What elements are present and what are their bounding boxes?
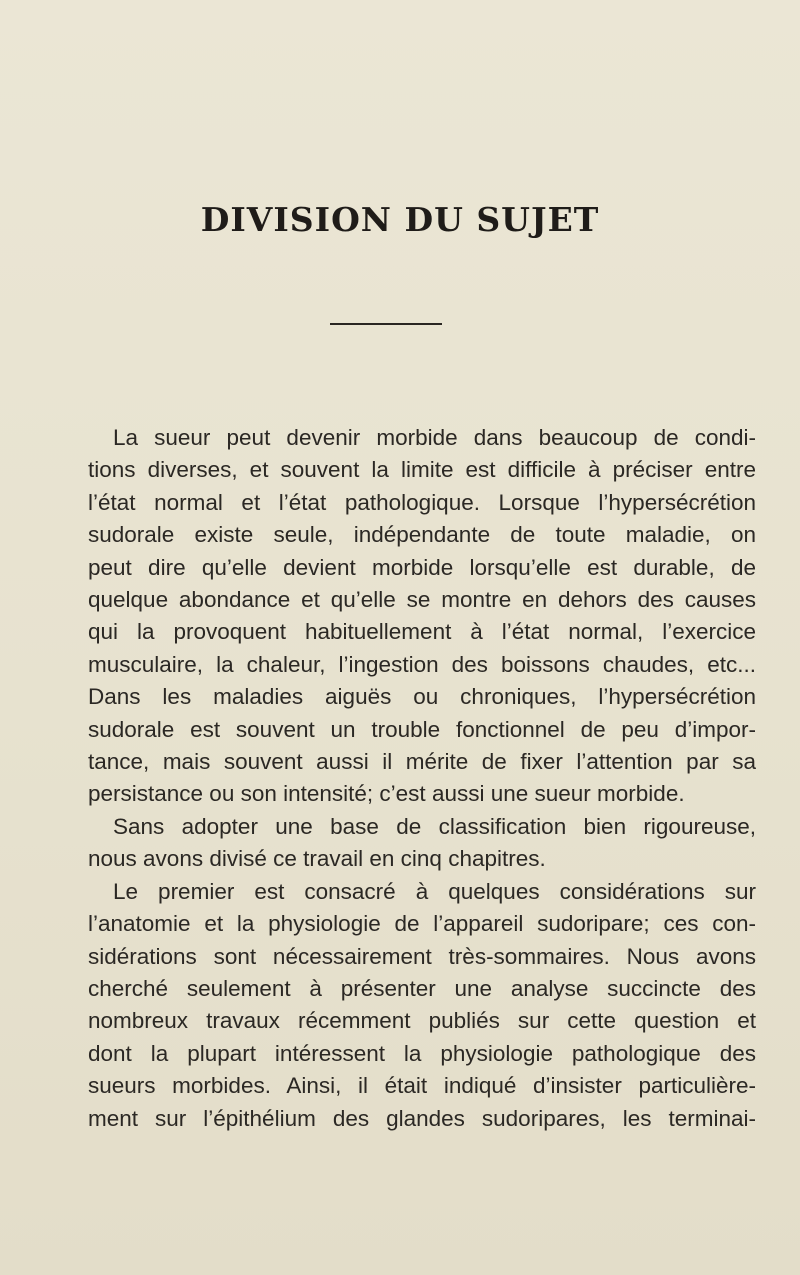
text-line: nombreux travaux récemment publiés sur cette question et [88,1008,756,1034]
text-line: qui la provoquent habituellement à l’état normal, l’exercice [88,619,756,645]
text-line: sueurs morbides. Ainsi, il était indiqué d’insister particulière- [88,1073,756,1099]
title-divider [330,323,442,325]
text-line: Le premier est consacré à quelques considérations sur [113,878,756,904]
text-line: l’anatomie et la physiologie de l’appareil sudoripare; ces con- [88,911,756,937]
text-line: cherché seulement à présenter une analyse succincte des [88,975,756,1001]
page-title: DIVISION DU SUJET [200,200,600,239]
text-line: sudorale est souvent un trouble fonctionnel de peu d’impor- [88,716,756,742]
text-line: sidérations sont nécessairement très-sommaires. Nous avons [88,943,756,969]
text-line: tions diverses, et souvent la limite est difficile à préciser entre [88,457,756,483]
text-line: l’état normal et l’état pathologique. Lorsque l’hypersécrétion [88,489,756,515]
text-line: Sans adopter une base de classification bien rigoureuse, [113,813,756,839]
text-line: persistance ou son intensité; c’est aussi une sueur morbide. [88,781,685,807]
text-line: tance, mais souvent aussi il mérite de fixer l’attention par sa [88,749,756,775]
text-line: La sueur peut devenir morbide dans beaucoup de condi- [113,425,756,450]
text-line: musculaire, la chaleur, l’ingestion des boissons chaudes, etc... [88,651,756,677]
body-text [88,422,756,1135]
text-line: sudorale existe seule, indépendante de toute maladie, on [88,522,756,548]
text-line: nous avons divisé ce travail en cinq chapitres. [88,846,546,872]
text-line: quelque abondance et qu’elle se montre en dehors des causes [88,587,756,613]
text-line: Dans les maladies aiguës ou chroniques, l’hypersécrétion [88,684,756,710]
text-line: dont la plupart intéressent la physiologie pathologique des [88,1040,756,1066]
text-line: ment sur l’épithélium des glandes sudoripares, les terminai- [88,1105,756,1131]
text-line: peut dire qu’elle devient morbide lorsqu’elle est durable, de [88,554,756,580]
